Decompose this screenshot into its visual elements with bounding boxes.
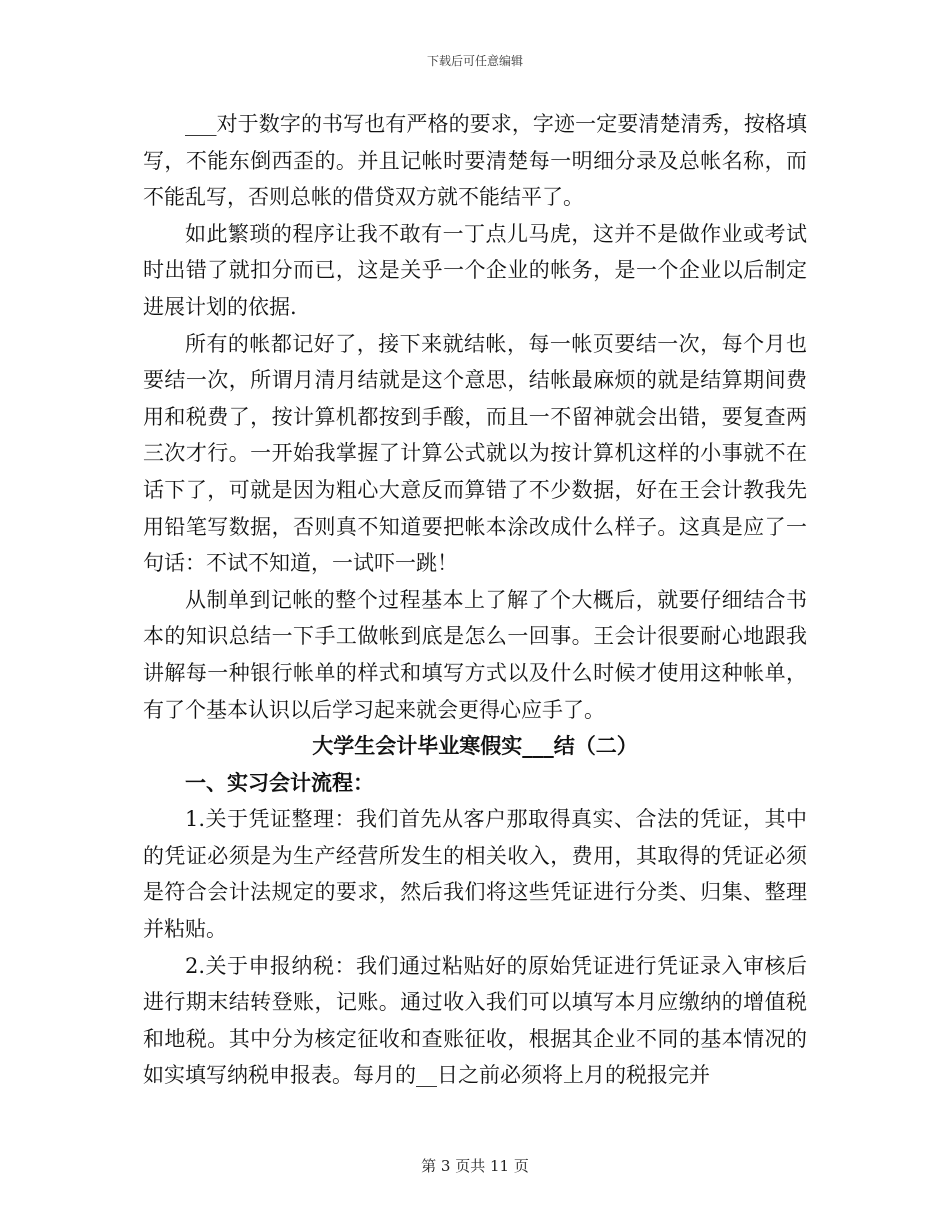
subheading: 一、实习会计流程： — [185, 769, 374, 795]
paragraph: ___对于数字的书写也有严格的要求，字迹一定要清楚清秀，按格填写，不能东倒西歪的。并且记帐时要清楚每一明细分录及总帐名称，而不能乱写，否则总帐的借贷双方就不能结平了。 — [143, 112, 807, 210]
paragraph: 如此繁琐的程序让我不敢有一丁点儿马虎，这并不是做作业或考试时出错了就扣分而已，这是关乎一个企业的帐务，是一个企业以后制定进展计划的依据. — [143, 221, 807, 319]
list-item: 2.关于申报纳税：我们通过粘贴好的原始凭证进行凭证录入审核后进行期末结转登账，记账。通过收入我们可以填写本月应缴纳的增值税和地税。其中分为核定征收和查账征收，根据其企业不同的基本情况的如实填写纳税申报表。每月的__日之前必须将上月的税报完并 — [143, 953, 807, 1088]
paragraph: 所有的帐都记好了，接下来就结帐，每一帐页要结一次，每个月也要结一次，所谓月清月结就是这个意思，结帐最麻烦的就是结算期间费用和税费了，按计算机都按到手酸，而且一不留神就会出错，要复查两三次才行。一开始我掌握了计算公式就以为按计算机这样的小事就不在话下了，可就是因为粗心大意反而算错了不少数据，好在王会计教我先用铅笔写数据，否则真不知道要把帐本涂改成什么样子。这真是应了一句话：不试不知道，一试吓一跳！ — [143, 331, 807, 576]
page-header: 下载后可任意编辑 — [426, 54, 523, 68]
list-item: 1.关于凭证整理：我们首先从客户那取得真实、合法的凭证，其中的凭证必须是为生产经营所发生的相关收入，费用，其取得的凭证必须是符合会计法规定的要求，然后我们将这些凭证进行分类、归集、整理并粘贴。 — [143, 807, 807, 942]
section-title: 大学生会计毕业寒假实___结（二） — [312, 733, 638, 759]
document-body — [143, 106, 807, 1094]
page-footer: 第 3 页共 11 页 — [421, 1157, 529, 1175]
paragraph: 从制单到记帐的整个过程基本上了解了个大概后，就要仔细结合书本的知识总结一下手工做帐到底是怎么一回事。王会计很要耐心地跟我讲解每一种银行帐单的样式和填写方式以及什么时候才使用这种帐单，有了个基本认识以后学习起来就会更得心应手了。 — [143, 587, 807, 722]
